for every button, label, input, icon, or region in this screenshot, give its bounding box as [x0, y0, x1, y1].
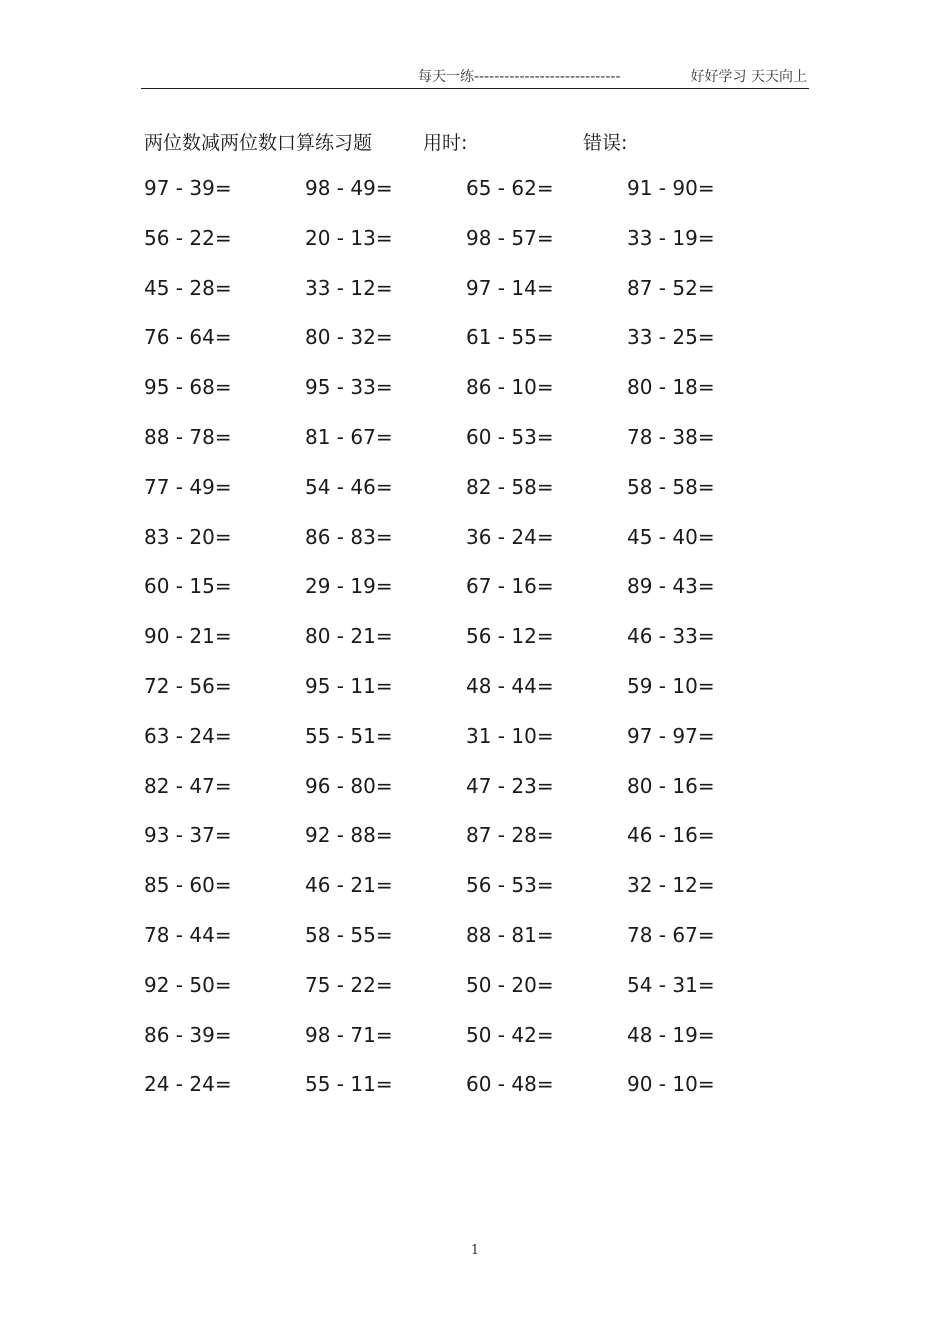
problem-item: 95 - 11=	[305, 674, 393, 698]
problem-item: 98 - 49=	[305, 176, 393, 200]
problem-item: 65 - 62=	[466, 176, 554, 200]
problem-item: 89 - 43=	[627, 574, 715, 599]
problem-item: 48 - 44=	[466, 674, 554, 698]
problem-item: 46 - 16=	[627, 823, 715, 848]
problem-item: 80 - 18=	[627, 375, 715, 400]
problem-item: 75 - 22=	[305, 972, 393, 997]
problem-item: 67 - 16=	[466, 574, 554, 599]
problem-item: 97 - 39=	[144, 176, 232, 200]
title-row	[144, 128, 784, 158]
header-right-text: 好好学习 天天向上	[690, 69, 807, 85]
problem-item: 54 - 46=	[305, 474, 393, 499]
problem-item: 87 - 52=	[627, 275, 715, 300]
problem-item: 83 - 20=	[144, 524, 232, 549]
problem-item: 56 - 22=	[144, 225, 232, 250]
problem-item: 33 - 25=	[627, 325, 715, 350]
problem-item: 91 - 90=	[627, 176, 715, 200]
problem-row	[144, 923, 784, 953]
problem-item: 24 - 24=	[144, 1072, 232, 1097]
problem-item: 92 - 88=	[305, 823, 393, 848]
problem-item: 88 - 78=	[144, 425, 232, 449]
problem-item: 58 - 58=	[627, 474, 715, 499]
header-divider	[141, 88, 809, 89]
problem-row	[144, 1072, 784, 1102]
problem-item: 86 - 39=	[144, 1022, 232, 1047]
problem-item: 90 - 21=	[144, 624, 232, 649]
problem-item: 86 - 10=	[466, 375, 554, 400]
problem-item: 45 - 40=	[627, 524, 715, 549]
time-label: 用时:	[423, 132, 468, 154]
problem-item: 90 - 10=	[627, 1072, 715, 1097]
problem-item: 33 - 19=	[627, 225, 715, 250]
problem-row	[144, 973, 784, 1003]
problem-item: 98 - 57=	[466, 225, 554, 250]
header-left-text: 每天一练-----------------------------	[418, 69, 621, 85]
problem-item: 56 - 53=	[466, 873, 554, 898]
problem-item: 76 - 64=	[144, 325, 232, 350]
problem-item: 55 - 11=	[305, 1072, 393, 1097]
problem-item: 63 - 24=	[144, 723, 232, 748]
problem-row	[144, 574, 784, 604]
problem-item: 88 - 81=	[466, 923, 554, 947]
problem-item: 80 - 21=	[305, 624, 393, 649]
problem-row	[144, 375, 784, 405]
problem-item: 60 - 15=	[144, 574, 232, 599]
problem-item: 58 - 55=	[305, 923, 393, 947]
problem-item: 56 - 12=	[466, 624, 554, 649]
problem-row	[144, 774, 784, 804]
problem-item: 82 - 58=	[466, 474, 554, 499]
problem-row	[144, 276, 784, 306]
problem-row	[144, 624, 784, 654]
problem-item: 60 - 53=	[466, 425, 554, 449]
problem-item: 60 - 48=	[466, 1072, 554, 1097]
problem-item: 85 - 60=	[144, 873, 232, 898]
problem-item: 95 - 33=	[305, 375, 393, 400]
problem-row	[144, 674, 784, 704]
problem-item: 87 - 28=	[466, 823, 554, 848]
problem-item: 47 - 23=	[466, 773, 554, 798]
problem-row	[144, 724, 784, 754]
problem-item: 36 - 24=	[466, 524, 554, 549]
page-number: 1	[470, 1243, 480, 1258]
errors-label: 错误:	[583, 132, 628, 154]
problem-item: 95 - 68=	[144, 375, 232, 400]
problem-row	[144, 1023, 784, 1053]
worksheet-title: 两位数减两位数口算练习题	[144, 132, 373, 154]
problem-item: 50 - 42=	[466, 1022, 554, 1047]
problem-item: 20 - 13=	[305, 225, 393, 250]
problem-row	[144, 226, 784, 256]
problem-item: 92 - 50=	[144, 972, 232, 997]
problem-item: 80 - 16=	[627, 773, 715, 798]
problem-item: 78 - 67=	[627, 923, 715, 947]
problem-item: 97 - 97=	[627, 723, 715, 748]
problem-item: 96 - 80=	[305, 773, 393, 798]
problem-item: 31 - 10=	[466, 723, 554, 748]
problem-item: 81 - 67=	[305, 425, 393, 449]
problem-row	[144, 873, 784, 903]
problem-item: 86 - 83=	[305, 524, 393, 549]
problem-item: 55 - 51=	[305, 723, 393, 748]
page-header	[141, 64, 809, 86]
problem-item: 77 - 49=	[144, 474, 232, 499]
problem-item: 32 - 12=	[627, 873, 715, 898]
problem-row	[144, 475, 784, 505]
problem-item: 54 - 31=	[627, 972, 715, 997]
problem-item: 78 - 44=	[144, 923, 232, 947]
problem-row	[144, 425, 784, 455]
problem-item: 48 - 19=	[627, 1022, 715, 1047]
problem-row	[144, 325, 784, 355]
problem-item: 80 - 32=	[305, 325, 393, 350]
problem-item: 33 - 12=	[305, 275, 393, 300]
problem-item: 82 - 47=	[144, 773, 232, 798]
problem-item: 78 - 38=	[627, 425, 715, 449]
problem-item: 61 - 55=	[466, 325, 554, 350]
problem-item: 72 - 56=	[144, 674, 232, 698]
problem-row	[144, 823, 784, 853]
problem-item: 98 - 71=	[305, 1022, 393, 1047]
problem-item: 93 - 37=	[144, 823, 232, 848]
problem-item: 46 - 33=	[627, 624, 715, 649]
problem-item: 46 - 21=	[305, 873, 393, 898]
problem-item: 45 - 28=	[144, 275, 232, 300]
problem-row	[144, 176, 784, 206]
problem-item: 97 - 14=	[466, 275, 554, 300]
problem-item: 50 - 20=	[466, 972, 554, 997]
problem-row	[144, 525, 784, 555]
problem-item: 29 - 19=	[305, 574, 393, 599]
problem-item: 59 - 10=	[627, 674, 715, 698]
